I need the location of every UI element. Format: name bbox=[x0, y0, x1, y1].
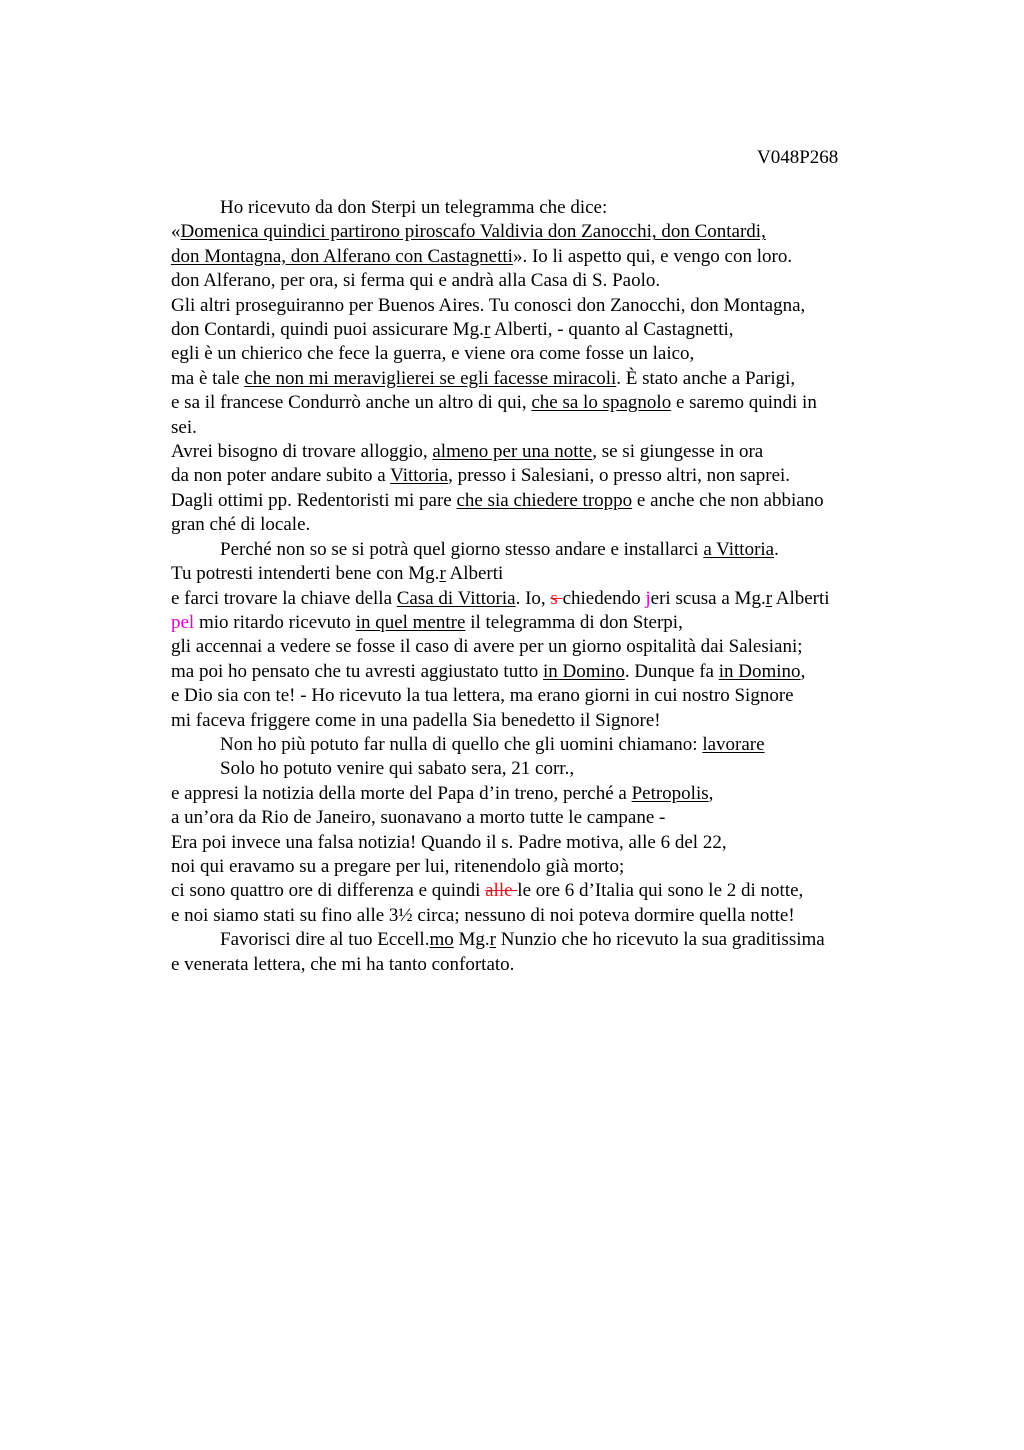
text-line bbox=[171, 733, 931, 757]
text-line bbox=[171, 782, 931, 806]
text-segment: ci sono quattro ore di differenza e quindi bbox=[171, 880, 486, 902]
text-line bbox=[171, 684, 931, 708]
text-line bbox=[171, 709, 931, 733]
text-line bbox=[171, 416, 931, 440]
text-line bbox=[171, 806, 931, 830]
text-segment: don Contardi, quindi puoi assicurare Mg. bbox=[171, 319, 484, 341]
page-code: V048P268 bbox=[757, 147, 839, 168]
text-line bbox=[171, 245, 931, 269]
text-segment: e anche che non abbiano bbox=[632, 489, 824, 511]
text-segment: Perché non so se si potrà quel giorno stesso andare e installarci bbox=[220, 538, 704, 560]
text-segment: Favorisci dire al tuo Eccell. bbox=[220, 929, 430, 951]
text-segment: e saremo quindi in bbox=[671, 392, 817, 414]
text-line bbox=[171, 391, 931, 415]
text-segment: le ore 6 d’Italia qui sono le 2 di notte, bbox=[517, 880, 804, 902]
text-line bbox=[171, 855, 931, 879]
underlined-text: almeno per una notte bbox=[432, 441, 593, 463]
text-segment: a un’ora da Rio de Janeiro, suonavano a morto tutte le campane - bbox=[171, 807, 666, 829]
text-line bbox=[171, 928, 931, 952]
text-segment: e appresi la notizia della morte del Papa d’in treno, perché a bbox=[171, 782, 632, 804]
text-line bbox=[171, 904, 931, 928]
text-segment: Gli altri proseguiranno per Buenos Aires. Tu conosci don Zanocchi, don Montagna, bbox=[171, 294, 806, 316]
text-segment: « bbox=[171, 221, 181, 243]
text-segment: Solo ho potuto venire qui sabato sera, 21 corr., bbox=[220, 758, 575, 780]
text-segment: Alberti bbox=[772, 587, 830, 609]
text-segment: . bbox=[774, 538, 779, 560]
text-segment: e noi siamo stati su fino alle 3½ circa; nessuno di noi poteva dormire quella notte! bbox=[171, 904, 795, 926]
text-line bbox=[171, 831, 931, 855]
text-line bbox=[171, 220, 931, 244]
text-segment: e sa il francese Condurrò anche un altro di qui, bbox=[171, 392, 532, 414]
text-segment: mi faceva friggere come in una padella Sia benedetto il Signore! bbox=[171, 709, 661, 731]
text-line bbox=[171, 660, 931, 684]
text-segment: Era poi invece una falsa notizia! Quando il s. Padre motiva, alle 6 del 22, bbox=[171, 831, 727, 853]
underlined-text: a Vittoria bbox=[703, 538, 775, 560]
text-segment: , presso i Salesiani, o presso altri, non saprei. bbox=[448, 465, 791, 487]
deleted-text: s bbox=[550, 587, 563, 609]
text-segment: egli è un chierico che fece la guerra, e viene ora come fosse un laico, bbox=[171, 343, 695, 365]
text-segment: Non ho più potuto far nulla di quello che gli uomini chiamano: bbox=[220, 733, 703, 755]
text-segment: il telegramma di don Sterpi, bbox=[465, 611, 683, 633]
underlined-text: che non mi meraviglierei se egli facesse miracoli bbox=[244, 367, 617, 389]
text-line bbox=[171, 489, 931, 513]
text-segment: Tu potresti intenderti bene con Mg. bbox=[171, 563, 440, 585]
text-line bbox=[171, 269, 931, 293]
text-segment: noi qui eravamo su a pregare per lui, ritenendolo già morto; bbox=[171, 855, 625, 877]
text-segment: gran ché di locale. bbox=[171, 514, 311, 536]
text-segment: Avrei bisogno di trovare alloggio, bbox=[171, 441, 433, 463]
text-line bbox=[171, 367, 931, 391]
underlined-text: r bbox=[483, 319, 491, 341]
text-line bbox=[171, 196, 931, 220]
underlined-text: in Domino bbox=[543, 660, 625, 682]
text-segment: ma poi ho pensato che tu avresti aggiustato tutto bbox=[171, 660, 544, 682]
text-segment: . È stato anche a Parigi, bbox=[616, 367, 796, 389]
text-line bbox=[171, 464, 931, 488]
underlined-text: Petropolis bbox=[631, 782, 709, 804]
text-segment: don Alferano, per ora, si ferma qui e andrà alla Casa di S. Paolo. bbox=[171, 270, 661, 292]
text-segment: Ho ricevuto da don Sterpi un telegramma che dice: bbox=[220, 197, 608, 218]
text-segment: . Dunque fa bbox=[624, 660, 719, 682]
text-segment: . Io, bbox=[515, 587, 551, 609]
text-line bbox=[171, 611, 931, 635]
text-segment: e venerata lettera, che mi ha tanto confortato. bbox=[171, 953, 515, 975]
text-segment: eri scusa a Mg. bbox=[650, 587, 766, 609]
text-segment: Dagli ottimi pp. Redentoristi mi pare bbox=[171, 489, 457, 511]
letter-body bbox=[171, 196, 931, 977]
text-segment: ma è tale bbox=[171, 367, 245, 389]
text-segment: sei. bbox=[171, 416, 197, 438]
text-line bbox=[171, 635, 931, 659]
underlined-text: r bbox=[489, 929, 496, 951]
underlined-text: Casa di Vittoria bbox=[396, 587, 516, 609]
inserted-text: j bbox=[645, 587, 651, 609]
text-segment: e farci trovare la chiave della bbox=[171, 587, 397, 609]
text-line bbox=[171, 294, 931, 318]
underlined-text: lavorare bbox=[702, 733, 765, 755]
text-line bbox=[171, 953, 931, 977]
text-segment: e Dio sia con te! - Ho ricevuto la tua lettera, ma erano giorni in cui nostro Signore bbox=[171, 685, 794, 707]
text-line bbox=[171, 440, 931, 464]
text-line bbox=[171, 562, 931, 586]
text-segment: Nunzio che ho ricevuto la sua graditissima bbox=[495, 929, 825, 951]
text-segment: Mg. bbox=[453, 929, 490, 951]
text-segment: da non poter andare subito a bbox=[171, 465, 391, 487]
text-segment: , se si giungesse in ora bbox=[592, 441, 764, 463]
text-segment: , bbox=[708, 782, 714, 804]
text-line bbox=[171, 513, 931, 537]
text-segment: , bbox=[800, 660, 806, 682]
text-line bbox=[171, 587, 931, 611]
underlined-text: mo bbox=[429, 929, 454, 951]
underlined-text: in Domino bbox=[718, 660, 801, 682]
underlined-text: r bbox=[765, 587, 773, 609]
underlined-text: Vittoria bbox=[390, 465, 449, 487]
text-segment: gli accennai a vedere se fosse il caso di avere per un giorno ospitalità dai Salesiani; bbox=[171, 636, 803, 658]
text-line bbox=[171, 879, 931, 903]
deleted-text: alle bbox=[485, 880, 518, 902]
underlined-text: che sia chiedere troppo bbox=[456, 489, 633, 511]
text-segment: Alberti bbox=[445, 563, 504, 585]
underlined-text: in quel mentre bbox=[355, 611, 466, 633]
text-line bbox=[171, 342, 931, 366]
underlined-text: don Montagna, don Alferano con Castagnetti bbox=[171, 245, 513, 267]
text-line bbox=[171, 757, 931, 781]
text-segment: ». Io li aspetto qui, e vengo con loro. bbox=[512, 245, 793, 267]
text-segment: Alberti, - quanto al Castagnetti, bbox=[490, 319, 734, 341]
underlined-text: Domenica quindici partirono piroscafo Valdivia don Zanocchi, don Contardi, bbox=[180, 221, 766, 243]
text-segment: mio ritardo ricevuto bbox=[194, 611, 356, 633]
text-line bbox=[171, 538, 931, 562]
text-line bbox=[171, 318, 931, 342]
text-segment: chiedendo bbox=[562, 587, 646, 609]
underlined-text: che sa lo spagnolo bbox=[531, 392, 672, 414]
underlined-text: r bbox=[439, 563, 446, 585]
inserted-text: pel bbox=[171, 611, 195, 633]
